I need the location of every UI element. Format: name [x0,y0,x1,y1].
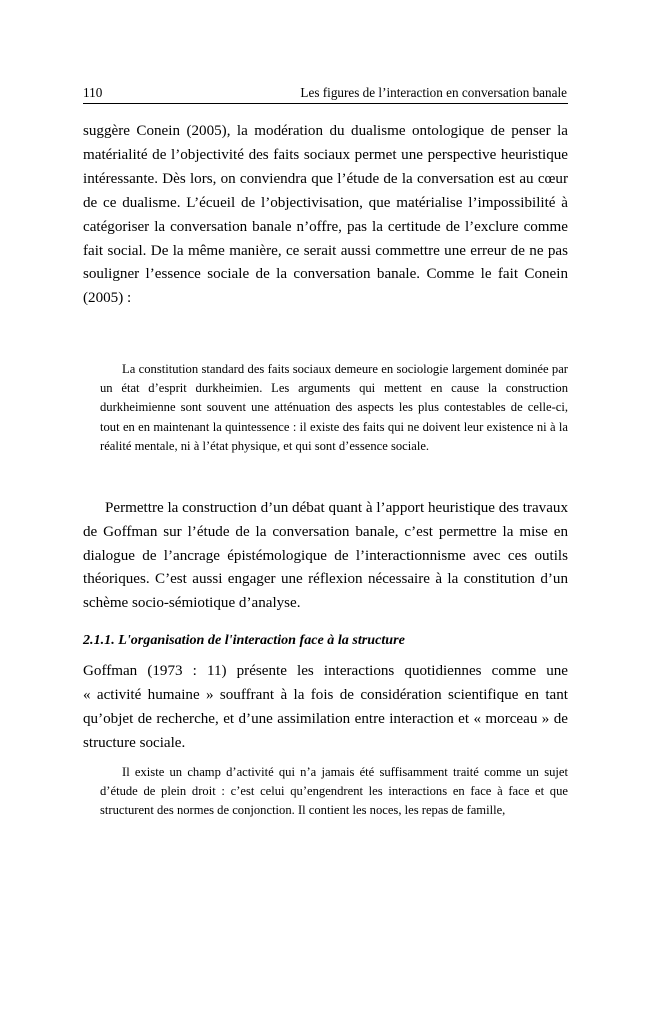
body-paragraph-1: suggère Conein (2005), la modération du dualisme ontologique de penser la matérialité de l’objectivité des faits sociaux permet une perspective heuristique intéressante. Dès lors, on conviendra que l’étude de la conversation est au cœur de ce dualisme. L’écueil de l’objectivisation, que matérialise l’impossibilité à catégoriser la conversation banale n’offre, pas la certitude de l’exclure comme fait social. De la même manière, ce serait aussi commettre une erreur de ne pas souligner l’essence sociale de la conversation banale. Comme le fait Conein (2005) : [83,123,568,307]
spacer-before-heading [83,616,568,629]
spacer-before-quote-1 [83,311,568,360]
running-head-title: Les figures de l’interaction en conversation banale [300,85,567,100]
block-quote-2: Il existe un champ d’activité qui n’a jamais été suffisamment traité comme un sujet d’étude de plein droit : c’est celui qu’engendrent les interactions en face à face et que structurent des normes de conjonction. Il contient les noces, les repas de famille, [100,764,568,818]
body-paragraph-3: Goffman (1973 : 11) présente les interactions quotidiennes comme une « activité humaine » souffrant à la fois de considération scientifique en tant qu’objet de recherche, et d’une assimilation entre interaction et « morceau » de structure sociale. [83,663,568,751]
body-paragraph-2: Permettre la construction d’un débat quant à l’apport heuristique des travaux de Goffman sur l’étude de la conversation banale, c’est permettre la mise en dialogue de l’ancrage épistémologique de l’interactionnisme avec ces outils théoriques. C’est aussi engager une réflexion nécessaire à la constitution d’un schème socio-sémiotique d’analyse. [83,499,568,612]
block-quote-1: La constitution standard des faits sociaux demeure en sociologie largement dominée par un état d’esprit durkheimien. Les arguments qui mettent en cause la construction durkheimienne sont souvent une atténuation des aspects les plus contestables de celle-ci, tout en en maintenant la quintessence : il existe des faits qui ne doivent leur existence ni à la réalité mentale, ni à l’état physique, et qui sont d’essence sociale. [100,362,568,453]
page-number: 110 [83,85,103,100]
running-head [83,84,568,104]
spacer-after-quote-1 [83,456,568,497]
section-heading-2-1-1: 2.1.1. L'organisation de l'interaction face à la structure [83,632,405,649]
spacer-after-heading [83,651,568,660]
spacer-before-quote-2 [83,756,568,763]
page-content [83,84,568,820]
